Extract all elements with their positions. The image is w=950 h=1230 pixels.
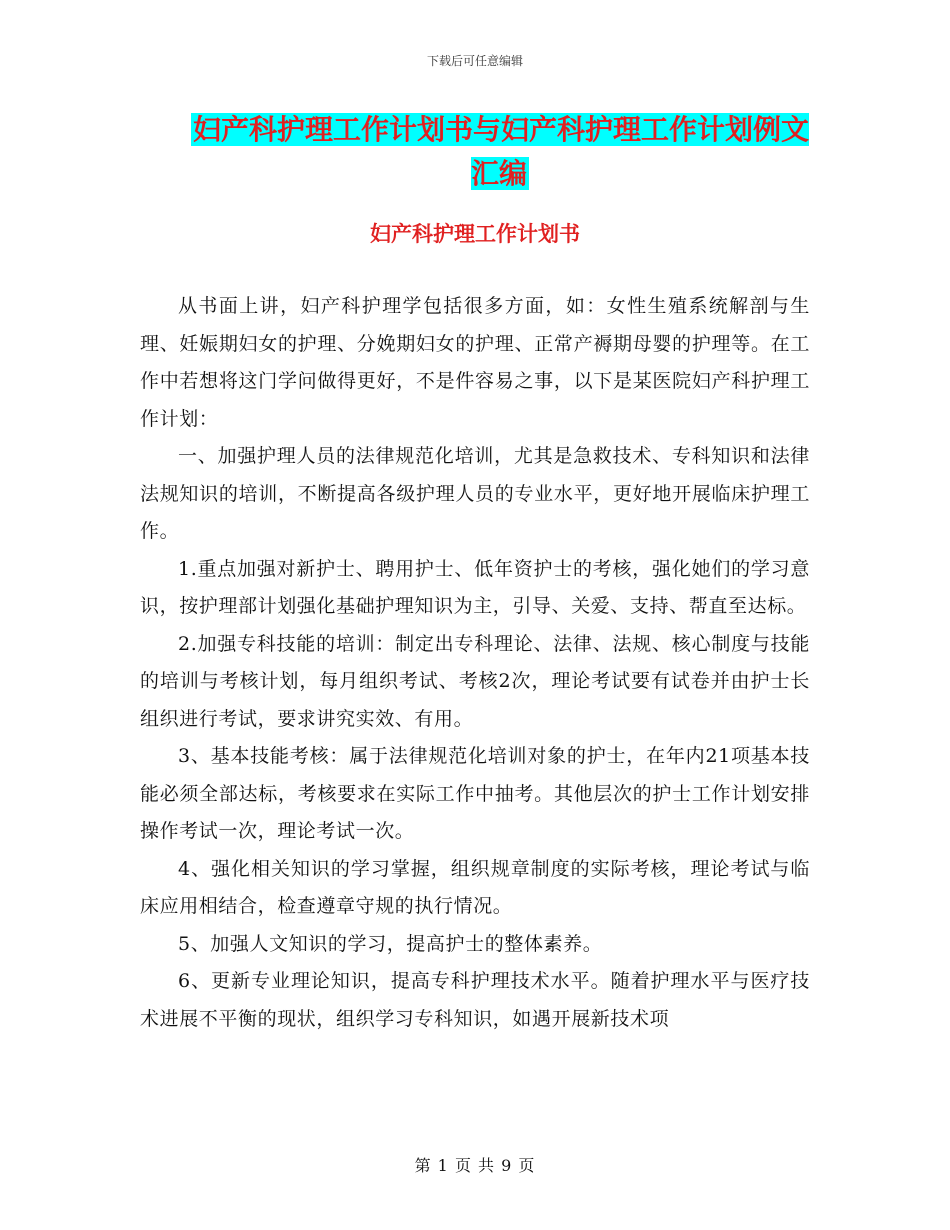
paragraph-item-5: 5、加强人文知识的学习，提高护士的整体素养。	[178, 932, 603, 955]
paragraph-subitem-2: 2.加强专科技能的培训：制定出专科理论、法律、法规、核心制度与技能的培训与考核计划，每月组织考试、考核2次，理论考试要有试卷并由护士长组织进行考试，要求讲究实效、有用。	[140, 632, 810, 730]
document-body	[140, 288, 810, 1038]
section-title: 妇产科护理工作计划书	[370, 221, 580, 246]
paragraph-item-3: 3、基本技能考核：属于法律规范化培训对象的护士，在年内21项基本技能必须全部达标，考核要求在实际工作中抽考。其他层次的护士工作计划安排操作考试一次，理论考试一次。	[140, 745, 810, 842]
paragraph-item-4: 4、强化相关知识的学习掌握，组织规章制度的实际考核，理论考试与临床应用相结合，检查遵章守规的执行情况。	[140, 857, 810, 917]
header-note: 下载后可任意编辑	[426, 54, 523, 68]
paragraph-item-6: 6、更新专业理论知识，提高专科护理技术水平。随着护理水平与医疗技术进展不平衡的现状，组织学习专科知识，如遇开展新技术项	[140, 970, 810, 1030]
document-title-text: 妇产科护理工作计划书与妇产科护理工作计划例文汇编	[192, 113, 809, 190]
page-number-footer: 第 1 页 共 9 页	[414, 1156, 536, 1175]
paragraph-subitem-1: 1.重点加强对新护士、聘用护士、低年资护士的考核，强化她们的学习意识，按护理部计划强化基础护理知识为主，引导、关爱、支持、帮直至达标。	[140, 557, 810, 617]
document-title	[190, 108, 810, 196]
paragraph-item-1: 一、加强护理人员的法律规范化培训，尤其是急救技术、专科知识和法律法规知识的培训，不断提高各级护理人员的专业水平，更好地开展临床护理工作。	[140, 445, 810, 542]
paragraph-intro: 从书面上讲，妇产科护理学包括很多方面，如：女性生殖系统解剖与生理、妊娠期妇女的护理、分娩期妇女的护理、正常产褥期母婴的护理等。在工作中若想将这门学问做得更好，不是件容易之事，以下是某医院妇产科护理工作计划：	[140, 295, 810, 430]
